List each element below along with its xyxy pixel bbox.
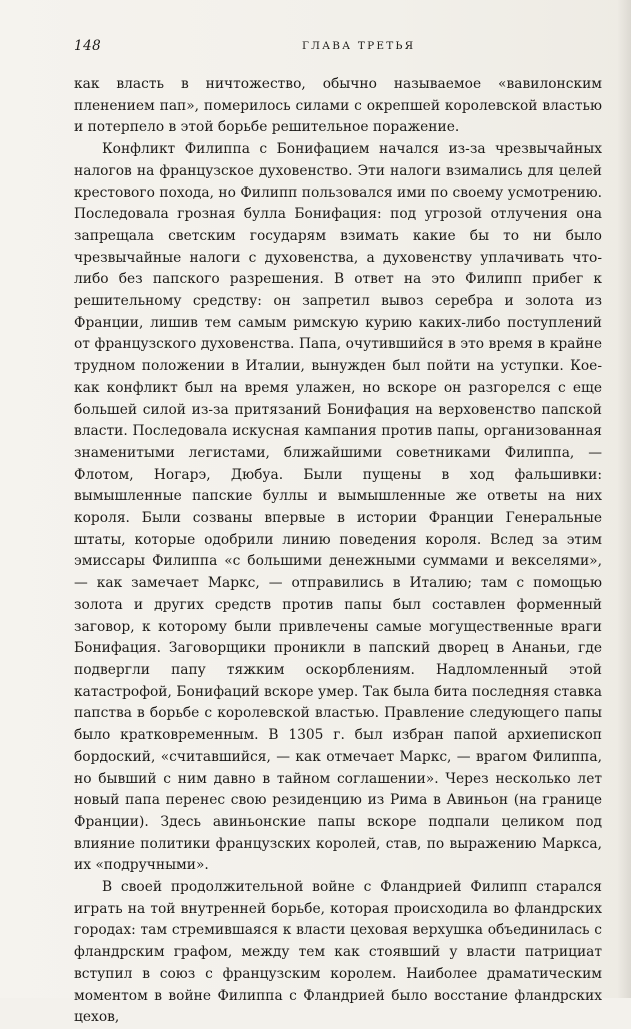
body-text bbox=[74, 74, 602, 1029]
paragraph-conflict: Конфликт Филиппа с Бонифацием начался из-за чрезвычайных налогов на французское духовенство. Эти налоги взимались для целей крестового похода, но Филипп пользовался ими по своему усмотрению. Последовала грозная булла Бонифация: под угрозой отлучения она запрещала светским государям взимать какие бы то ни было чрезвычайные налоги с духовенства, а духовенству уплачивать что-либо без папского разрешения. В ответ на это Филипп прибег к решительному средству: он запретил вывоз серебра и золота из Франции, лишив тем самым римскую курию каких-либо поступлений от французского духовенства. Папа, очутившийся в это время в крайне трудном положении в Италии, вынужден был пойти на уступки. Кое-как конфликт был на время улажен, но вскоре он разгорелся с еще большей силой из-за притязаний Бонифация на верховенство папской власти. Последовала искусная кампания против папы, организованная знаменитыми легистами, ближайшими советниками Филиппа, — Флотом, Ногарэ, Дюбуа. Были пущены в ход фальшивки: вымышленные папские буллы и вымышленные же ответы на них короля. Были созваны впервые в истории Франции Генеральные штаты, которые одобрили линию поведения короля. Вслед за этим эмиссары Филиппа «с большими денежными суммами и векселями», — как замечает Маркс, — отправились в Италию; там с помощью золота и других средств против папы был составлен форменный заговор, к которому были привлечены самые могущественные враги Бонифация. Заговорщики проникли в папский дворец в Ананьи, где подвергли папу тяжким оскорблениям. Надломленный этой катастрофой, Бонифаций вскоре умер. Так была бита последняя ставка папства в борьбе с королевской властью. Правление следующего папы было кратковременным. В 1305 г. был избран папой архиепископ бордоский, «считавшийся, — как отмечает Маркс, — врагом Филиппа, но бывший с ним давно в тайном соглашении». Через несколько лет новый папа перенес свою резиденцию из Рима в Авиньон (на границе Франции). Здесь авиньонские папы вскоре подпали целиком под влияние политики французских королей, став, по выражению Маркса, их «подручными». bbox=[74, 141, 602, 874]
running-head: ГЛАВА ТРЕТЬЯ bbox=[302, 40, 416, 52]
page-edge-shadow bbox=[617, 0, 631, 998]
paragraph-flanders-war: В своей продолжительной войне с Фландрией Филипп старался играть на той внутренней борьбе, которая происходила во фландрских городах: там стремившаяся к власти цеховая верхушка объединилась с фландрским графом, между тем как стоявший у власти патрициат вступил в союз с французским королем. Наиболее драматическим моментом в войне Филиппа с Фландрией было восстание фландрских цехов, bbox=[74, 879, 602, 1026]
paragraph-continuation: как власть в ничтожество, обычно называемое «вавилонским пленением пап», померилось силами с окрепшей королевской властью и потерпело в этой борьбе решительное поражение. bbox=[74, 76, 602, 136]
page-number: 148 bbox=[74, 38, 102, 54]
page-header bbox=[74, 38, 602, 60]
